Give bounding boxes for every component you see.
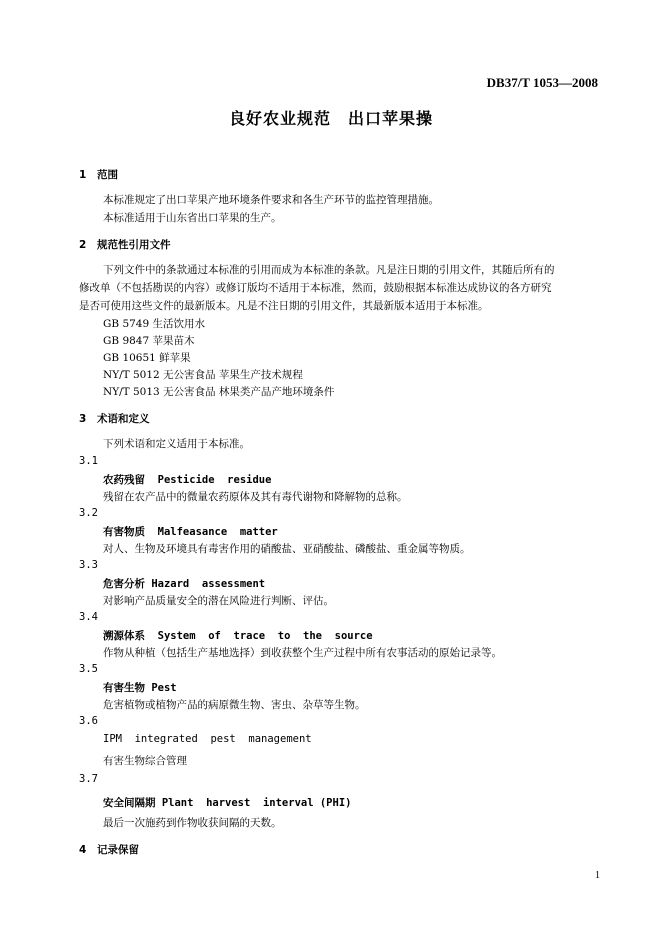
reference-item: NY/T 5012 无公害食品 苹果生产技术规程 <box>103 369 303 381</box>
reference-item: GB 10651 鲜苹果 <box>103 352 191 364</box>
paragraph: 本标准规定了出口苹果产地环境条件要求和各生产环节的监控管理措施。 <box>103 194 439 206</box>
section-heading-terms <box>79 411 150 426</box>
term-title: 农药残留 Pesticide residue <box>103 474 272 486</box>
section-heading-normative-references <box>79 237 171 252</box>
section-title: 记录保留 <box>97 844 139 856</box>
reference-item: NY/T 5013 无公害食品 林果类产品产地环境条件 <box>103 386 335 398</box>
paragraph: 本标准适用于山东省出口苹果的生产。 <box>103 212 282 224</box>
section-number: 2 <box>79 239 87 251</box>
paragraph: 下列术语和定义适用于本标准。 <box>103 438 250 450</box>
paragraph-line: 下列文件中的条款通过本标准的引用而成为本标准的条款。凡是注日期的引用文件，其随后所有的 <box>103 264 555 276</box>
page-number: 1 <box>595 870 600 881</box>
section-title: 规范性引用文件 <box>97 239 171 251</box>
clause-number: 3.5 <box>79 663 98 675</box>
section-number: 3 <box>79 413 87 425</box>
reference-item: GB 9847 苹果苗木 <box>103 335 195 347</box>
term-title: 有害生物 Pest <box>103 682 177 694</box>
clause-number: 3.1 <box>79 455 98 467</box>
term-definition: 对影响产品质量安全的潜在风险进行判断、评估。 <box>103 595 334 607</box>
term-definition: 有害生物综合管理 <box>103 755 187 767</box>
term-title: 危害分析 Hazard assessment <box>103 578 266 590</box>
term-definition: 危害植物或植物产品的病原微生物、害虫、杂草等生物。 <box>103 699 366 711</box>
paragraph-line: 是否可使用这些文件的最新版本。凡是不注日期的引用文件，其最新版本适用于本标准。 <box>79 300 489 312</box>
reference-item: GB 5749 生活饮用水 <box>103 318 206 330</box>
term-title: IPM integrated pest management <box>103 733 312 745</box>
term-title: 安全间隔期 Plant harvest interval (PHI) <box>103 797 352 809</box>
paragraph-line: 修改单（不包括勘误的内容）或修订版均不适用于本标准，然而，鼓励根据本标准达成协议的各方研究 <box>79 282 552 294</box>
clause-number: 3.6 <box>79 715 98 727</box>
term-definition: 残留在农产品中的微量农药原体及其有毒代谢物和降解物的总称。 <box>103 491 408 503</box>
term-definition: 作物从种植（包括生产基地选择）到收获整个生产过程中所有农事活动的原始记录等。 <box>103 647 502 659</box>
term-title: 溯源体系 System of trace to the source <box>103 630 373 642</box>
section-number: 1 <box>79 169 87 181</box>
clause-number: 3.2 <box>79 507 98 519</box>
section-title: 范围 <box>97 169 118 181</box>
section-number: 4 <box>79 844 87 856</box>
section-heading-scope <box>79 167 118 182</box>
clause-number: 3.4 <box>79 611 98 623</box>
term-title: 有害物质 Malfeasance matter <box>103 526 278 538</box>
standard-code: DB37/T 1053—2008 <box>486 75 598 90</box>
document-title: 良好农业规范 出口苹果操 <box>228 109 433 128</box>
term-definition: 最后一次施药到作物收获间隔的天数。 <box>103 817 282 829</box>
section-title: 术语和定义 <box>97 413 150 425</box>
clause-number: 3.7 <box>79 773 98 785</box>
section-heading-records <box>79 842 139 857</box>
clause-number: 3.3 <box>79 559 98 571</box>
term-definition: 对人、生物及环境具有毒害作用的硝酸盐、亚硝酸盐、磷酸盐、重金属等物质。 <box>103 543 471 555</box>
